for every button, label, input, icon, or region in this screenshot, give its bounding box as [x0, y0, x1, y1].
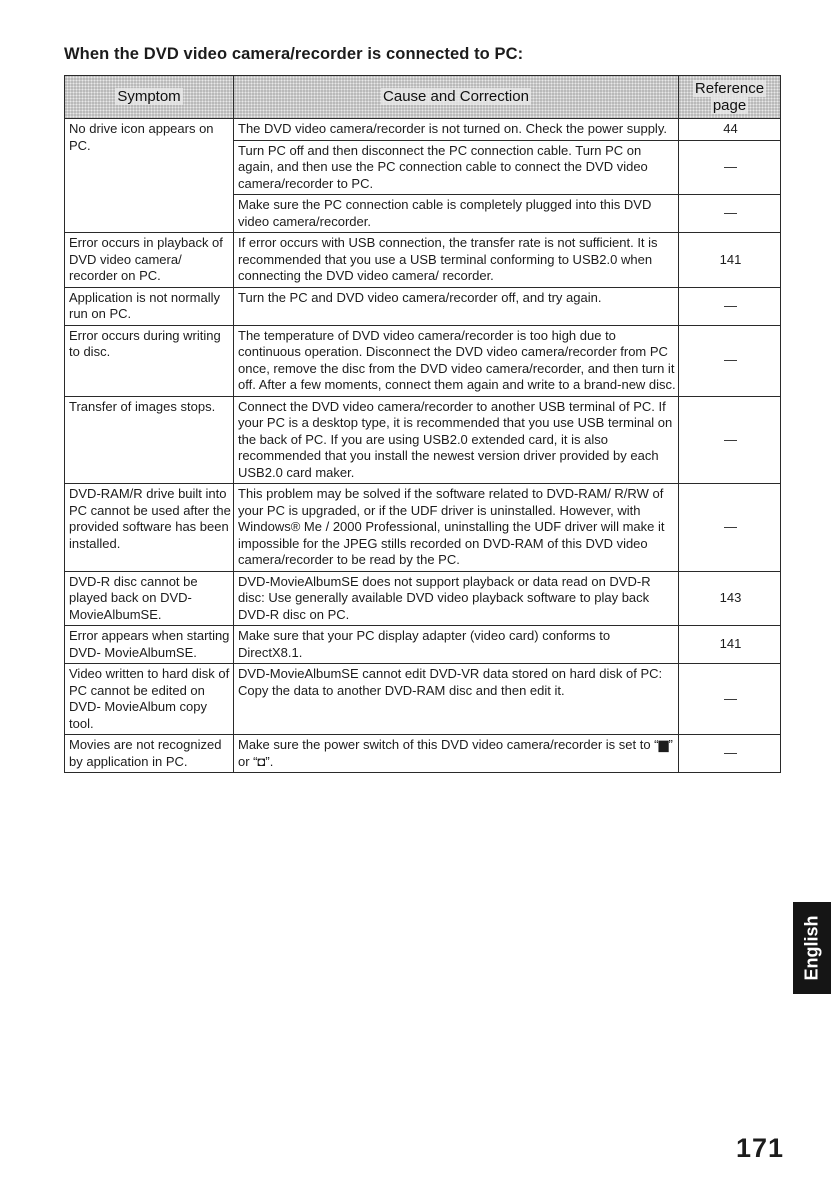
table-row	[65, 664, 781, 735]
cause-cell: DVD-MovieAlbumSE does not support playback or data read on DVD-R disc: Use generally available DVD video playback software to play back DVD-R disc on PC.	[234, 571, 679, 626]
cause-cell: This problem may be solved if the software related to DVD-RAM/ R/RW of your PC is upgraded, or if the UDF driver is uninstalled. However, with Windows® Me / 2000 Professional, uninstalling the UDF driver will make it impossible for the JPEG stills recorded on DVD-RAM of this DVD video camera/recorder to be read by the PC.	[234, 484, 679, 572]
symptom-cell: Movies are not recognized by application in PC.	[65, 735, 234, 773]
reference-page-cell: 141	[679, 233, 781, 288]
cause-cell: Make sure the power switch of this DVD video camera/recorder is set to “▆” or “◘”.	[234, 735, 679, 773]
page-title: When the DVD video camera/recorder is connected to PC:	[64, 45, 524, 63]
reference-page-cell: —	[679, 396, 781, 484]
cause-cell: The DVD video camera/recorder is not turned on. Check the power supply.	[234, 119, 679, 141]
table-row	[65, 735, 781, 773]
table-row	[65, 484, 781, 572]
symptom-cell: No drive icon appears on PC.	[65, 119, 234, 233]
cause-cell: The temperature of DVD video camera/recorder is too high due to continuous operation. Disconnect the DVD video camera/recorder from PC once, remove the disc from the DVD video camera/recorder, and then turn it off. After a few moments, connect them again and write to a brand-new disc.	[234, 325, 679, 396]
language-tab-label: English	[801, 915, 822, 981]
table-row	[65, 119, 781, 141]
reference-page-cell: —	[679, 325, 781, 396]
photo-mode-icon: ◘	[257, 753, 266, 769]
cause-cell: Connect the DVD video camera/recorder to another USB terminal of PC. If your PC is a desktop type, it is recommended that you use USB terminal on the back of PC. If you are using USB2.0 extended card, it is also recommended that you install the newest version driver provided by each USB2.0 card maker.	[234, 396, 679, 484]
video-mode-icon: ▆	[658, 737, 669, 752]
table-row	[65, 396, 781, 484]
reference-page-cell: —	[679, 140, 781, 195]
symptom-cell: Transfer of images stops.	[65, 396, 234, 484]
symptom-cell: Application is not normally run on PC.	[65, 287, 234, 325]
reference-page-cell: —	[679, 664, 781, 735]
cause-header: Cause and Correction	[234, 76, 679, 119]
table-row	[65, 626, 781, 664]
reference-page-cell: 44	[679, 119, 781, 141]
table-row	[65, 233, 781, 288]
cause-cell: Turn the PC and DVD video camera/recorder off, and try again.	[234, 287, 679, 325]
page-number: 171	[736, 1133, 785, 1163]
symptom-header: Symptom	[65, 76, 234, 119]
symptom-cell: Video written to hard disk of PC cannot be edited on DVD- MovieAlbum copy tool.	[65, 664, 234, 735]
symptom-cell: Error appears when starting DVD- MovieAlbumSE.	[65, 626, 234, 664]
reference-page-cell: —	[679, 484, 781, 572]
reference-page-cell: 141	[679, 626, 781, 664]
cause-cell: Make sure the PC connection cable is completely plugged into this DVD video camera/recorder.	[234, 195, 679, 233]
symptom-cell: Error occurs in playback of DVD video camera/ recorder on PC.	[65, 233, 234, 288]
reference-page-cell: —	[679, 287, 781, 325]
reference-page-cell: 143	[679, 571, 781, 626]
reference-page-cell: —	[679, 195, 781, 233]
troubleshooting-table	[64, 75, 781, 773]
reference-page-header: Reference page	[679, 76, 781, 119]
cause-cell: If error occurs with USB connection, the transfer rate is not sufficient. It is recommended that you use a USB terminal conforming to USB2.0 when connecting the DVD video camera/ recorder.	[234, 233, 679, 288]
reference-page-cell: —	[679, 735, 781, 773]
table-row	[65, 571, 781, 626]
table-row	[65, 287, 781, 325]
table-row	[65, 325, 781, 396]
symptom-cell: DVD-R disc cannot be played back on DVD- MovieAlbumSE.	[65, 571, 234, 626]
symptom-cell: DVD-RAM/R drive built into PC cannot be used after the provided software has been installed.	[65, 484, 234, 572]
symptom-cell: Error occurs during writing to disc.	[65, 325, 234, 396]
language-tab	[793, 902, 831, 994]
cause-cell: Turn PC off and then disconnect the PC connection cable. Turn PC on again, and then use the PC connection cable to connect the DVD video camera/recorder to PC.	[234, 140, 679, 195]
cause-cell: Make sure that your PC display adapter (video card) conforms to DirectX8.1.	[234, 626, 679, 664]
cause-cell: DVD-MovieAlbumSE cannot edit DVD-VR data stored on hard disk of PC: Copy the data to another DVD-RAM disc and then edit it.	[234, 664, 679, 735]
